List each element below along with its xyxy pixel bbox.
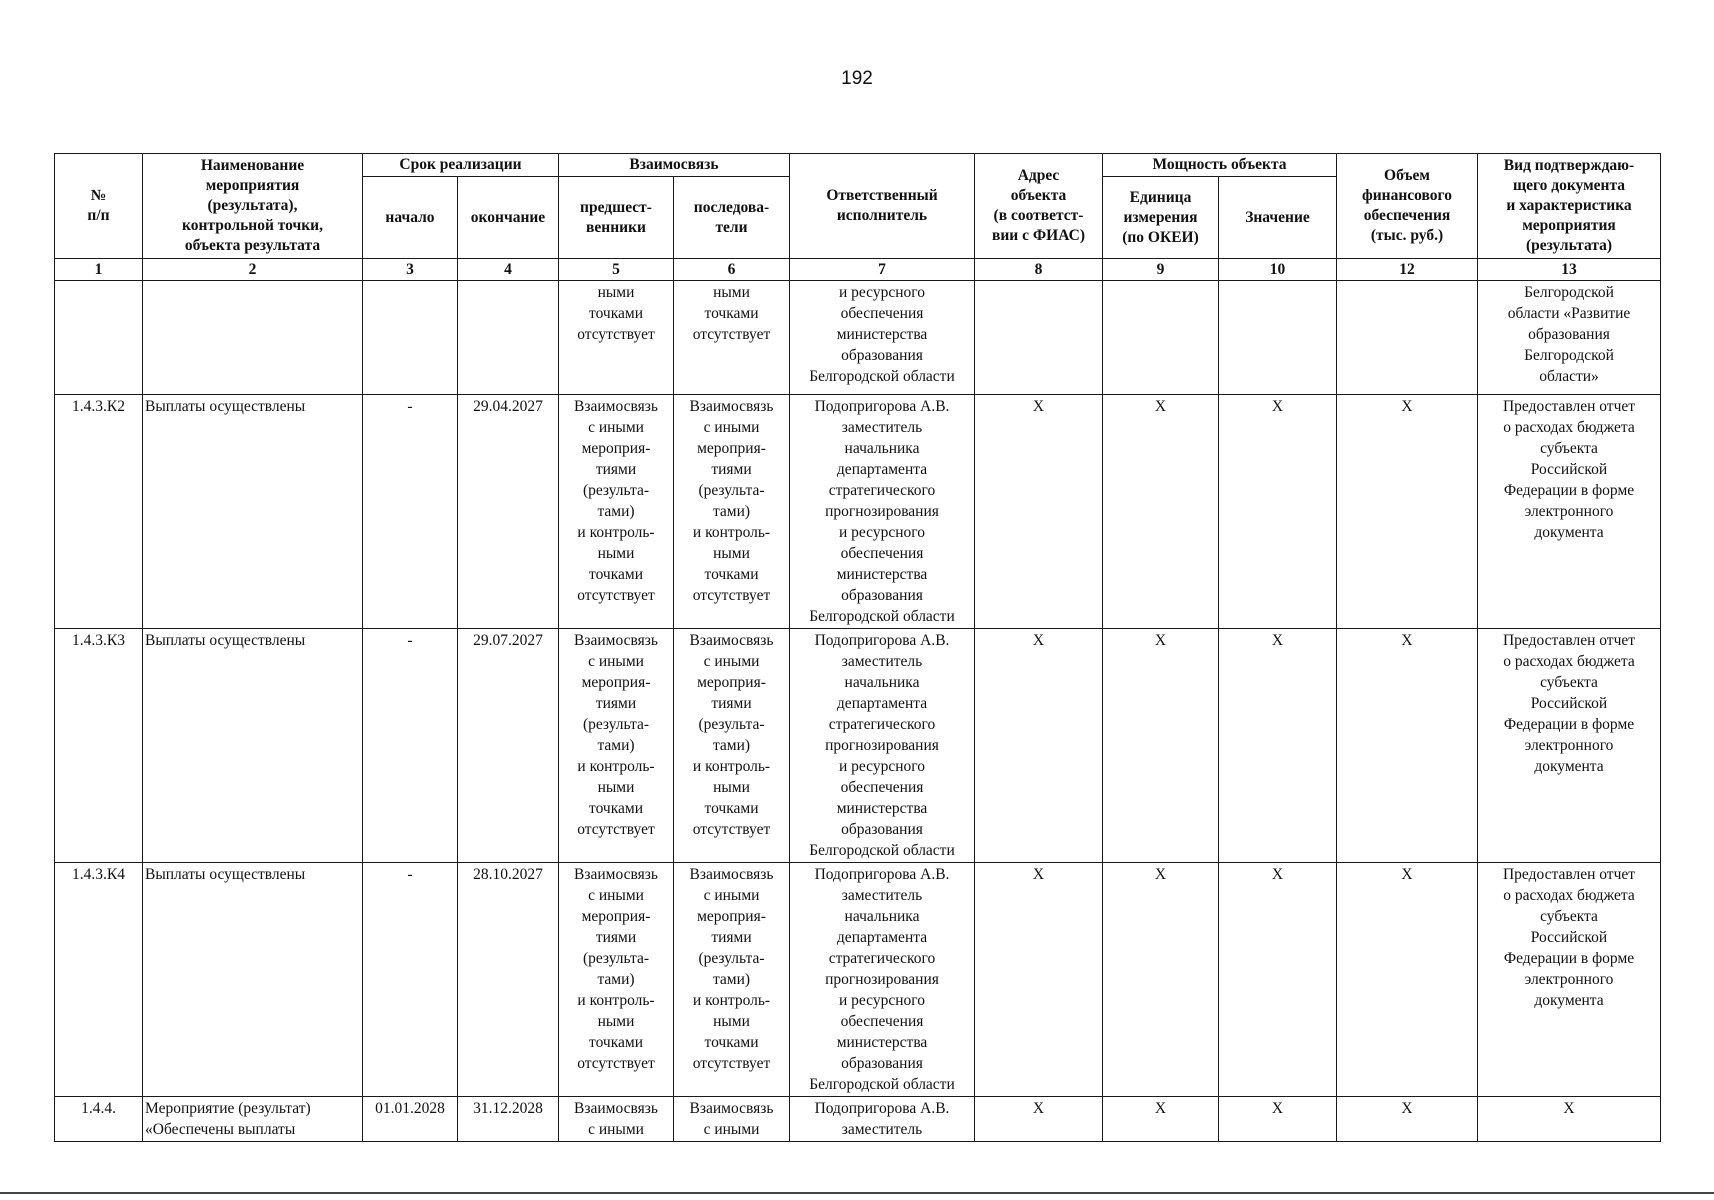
cell-executor: Подопригорова А.В. заместитель начальника департамента стратегического прогнозирования и ресурсного обеспечения министерства образования Белгородской области <box>790 629 975 863</box>
header-finance: Объем финансового обеспечения (тыс. руб.) <box>1337 154 1478 259</box>
cell-unit <box>1103 281 1219 395</box>
activities-table <box>54 153 1661 1142</box>
cell-doc-type: Предоставлен отчет о расходах бюджета субъекта Российской Федерации в форме электронного документа <box>1478 395 1661 629</box>
cell-predecessors: Взаимосвязь с иными мероприя- тиями (результа- тами) и контроль- ными точками отсутствует <box>559 395 674 629</box>
header-name: Наименование мероприятия (результата), контрольной точки, объекта результата <box>143 154 363 259</box>
cell-name: Выплаты осуществлены <box>143 395 363 629</box>
cell-predecessors: Взаимосвязь с иными мероприя- тиями (результа- тами) и контроль- ными точками отсутствует <box>559 629 674 863</box>
header-link-group: Взаимосвязь <box>559 154 790 177</box>
table-row <box>55 395 1661 629</box>
table-row <box>55 1097 1661 1142</box>
header-address: Адрес объекта (в соответст- вии с ФИАС) <box>975 154 1103 259</box>
cell-num: 1.4.3.К2 <box>55 395 143 629</box>
page-number: 192 <box>841 68 873 89</box>
cell-end <box>458 281 559 395</box>
cell-executor: Подопригорова А.В. заместитель начальника департамента стратегического прогнозирования и ресурсного обеспечения министерства образования Белгородской области <box>790 863 975 1097</box>
cell-num <box>55 281 143 395</box>
cell-predecessors: Взаимосвязь с иными <box>559 1097 674 1142</box>
cell-successors: Взаимосвязь с иными мероприя- тиями (результа- тами) и контроль- ными точками отсутствует <box>674 863 790 1097</box>
header-executor: Ответственный исполнитель <box>790 154 975 259</box>
col-number: 4 <box>458 259 559 281</box>
col-number: 6 <box>674 259 790 281</box>
cell-address: X <box>975 395 1103 629</box>
cell-value: X <box>1219 1097 1337 1142</box>
cell-successors: Взаимосвязь с иными мероприя- тиями (результа- тами) и контроль- ными точками отсутствует <box>674 629 790 863</box>
header-capacity-group: Мощность объекта <box>1103 154 1337 177</box>
cell-address: X <box>975 1097 1103 1142</box>
cell-unit: X <box>1103 395 1219 629</box>
header-doc-type: Вид подтверждаю- щего документа и характеристика мероприятия (результата) <box>1478 154 1661 259</box>
cell-finance: X <box>1337 863 1478 1097</box>
cell-name <box>143 281 363 395</box>
cell-finance: X <box>1337 629 1478 863</box>
cell-address <box>975 281 1103 395</box>
cell-executor: и ресурсного обеспечения министерства образования Белгородской области <box>790 281 975 395</box>
cell-finance: X <box>1337 1097 1478 1142</box>
cell-doc-type: X <box>1478 1097 1661 1142</box>
header-unit: Единица измерения (по ОКЕИ) <box>1103 177 1219 259</box>
cell-start <box>363 281 458 395</box>
header-predecessors: предшест- венники <box>559 177 674 259</box>
col-number: 1 <box>55 259 143 281</box>
cell-end: 29.07.2027 <box>458 629 559 863</box>
cell-predecessors: Взаимосвязь с иными мероприя- тиями (результа- тами) и контроль- ными точками отсутствует <box>559 863 674 1097</box>
cell-unit: X <box>1103 1097 1219 1142</box>
col-number: 13 <box>1478 259 1661 281</box>
col-number: 2 <box>143 259 363 281</box>
scan-edge-line <box>0 1192 1714 1194</box>
cell-address: X <box>975 863 1103 1097</box>
cell-name: Выплаты осуществлены <box>143 629 363 863</box>
cell-address: X <box>975 629 1103 863</box>
header-successors: последова- тели <box>674 177 790 259</box>
table-row <box>55 281 1661 395</box>
header-start: начало <box>363 177 458 259</box>
cell-executor: Подопригорова А.В. заместитель начальника департамента стратегического прогнозирования и ресурсного обеспечения министерства образования Белгородской области <box>790 395 975 629</box>
cell-value: X <box>1219 863 1337 1097</box>
cell-end: 29.04.2027 <box>458 395 559 629</box>
cell-end: 28.10.2027 <box>458 863 559 1097</box>
cell-unit: X <box>1103 629 1219 863</box>
cell-value: X <box>1219 395 1337 629</box>
cell-successors: Взаимосвязь с иными мероприя- тиями (результа- тами) и контроль- ными точками отсутствует <box>674 395 790 629</box>
col-number: 7 <box>790 259 975 281</box>
cell-predecessors: ными точками отсутствует <box>559 281 674 395</box>
header-num: № п/п <box>55 154 143 259</box>
col-number: 12 <box>1337 259 1478 281</box>
header-end: окончание <box>458 177 559 259</box>
cell-value: X <box>1219 629 1337 863</box>
cell-end: 31.12.2028 <box>458 1097 559 1142</box>
col-number: 8 <box>975 259 1103 281</box>
cell-num: 1.4.3.К3 <box>55 629 143 863</box>
header-term-group: Срок реализации <box>363 154 559 177</box>
table-row <box>55 629 1661 863</box>
cell-start: - <box>363 395 458 629</box>
cell-start: 01.01.2028 <box>363 1097 458 1142</box>
cell-doc-type: Предоставлен отчет о расходах бюджета субъекта Российской Федерации в форме электронного документа <box>1478 629 1661 863</box>
cell-finance <box>1337 281 1478 395</box>
cell-finance: X <box>1337 395 1478 629</box>
cell-successors: Взаимосвязь с иными <box>674 1097 790 1142</box>
cell-successors: ными точками отсутствует <box>674 281 790 395</box>
cell-value <box>1219 281 1337 395</box>
table-row <box>55 863 1661 1097</box>
col-number: 10 <box>1219 259 1337 281</box>
cell-num: 1.4.4. <box>55 1097 143 1142</box>
cell-doc-type: Белгородской области «Развитие образования Белгородской области» <box>1478 281 1661 395</box>
cell-unit: X <box>1103 863 1219 1097</box>
cell-start: - <box>363 629 458 863</box>
cell-start: - <box>363 863 458 1097</box>
col-number: 5 <box>559 259 674 281</box>
cell-name: Выплаты осуществлены <box>143 863 363 1097</box>
cell-executor: Подопригорова А.В. заместитель <box>790 1097 975 1142</box>
col-number: 3 <box>363 259 458 281</box>
cell-name: Мероприятие (результат) «Обеспечены выплаты <box>143 1097 363 1142</box>
header-value: Значение <box>1219 177 1337 259</box>
cell-num: 1.4.3.К4 <box>55 863 143 1097</box>
cell-doc-type: Предоставлен отчет о расходах бюджета субъекта Российской Федерации в форме электронного документа <box>1478 863 1661 1097</box>
col-number: 9 <box>1103 259 1219 281</box>
